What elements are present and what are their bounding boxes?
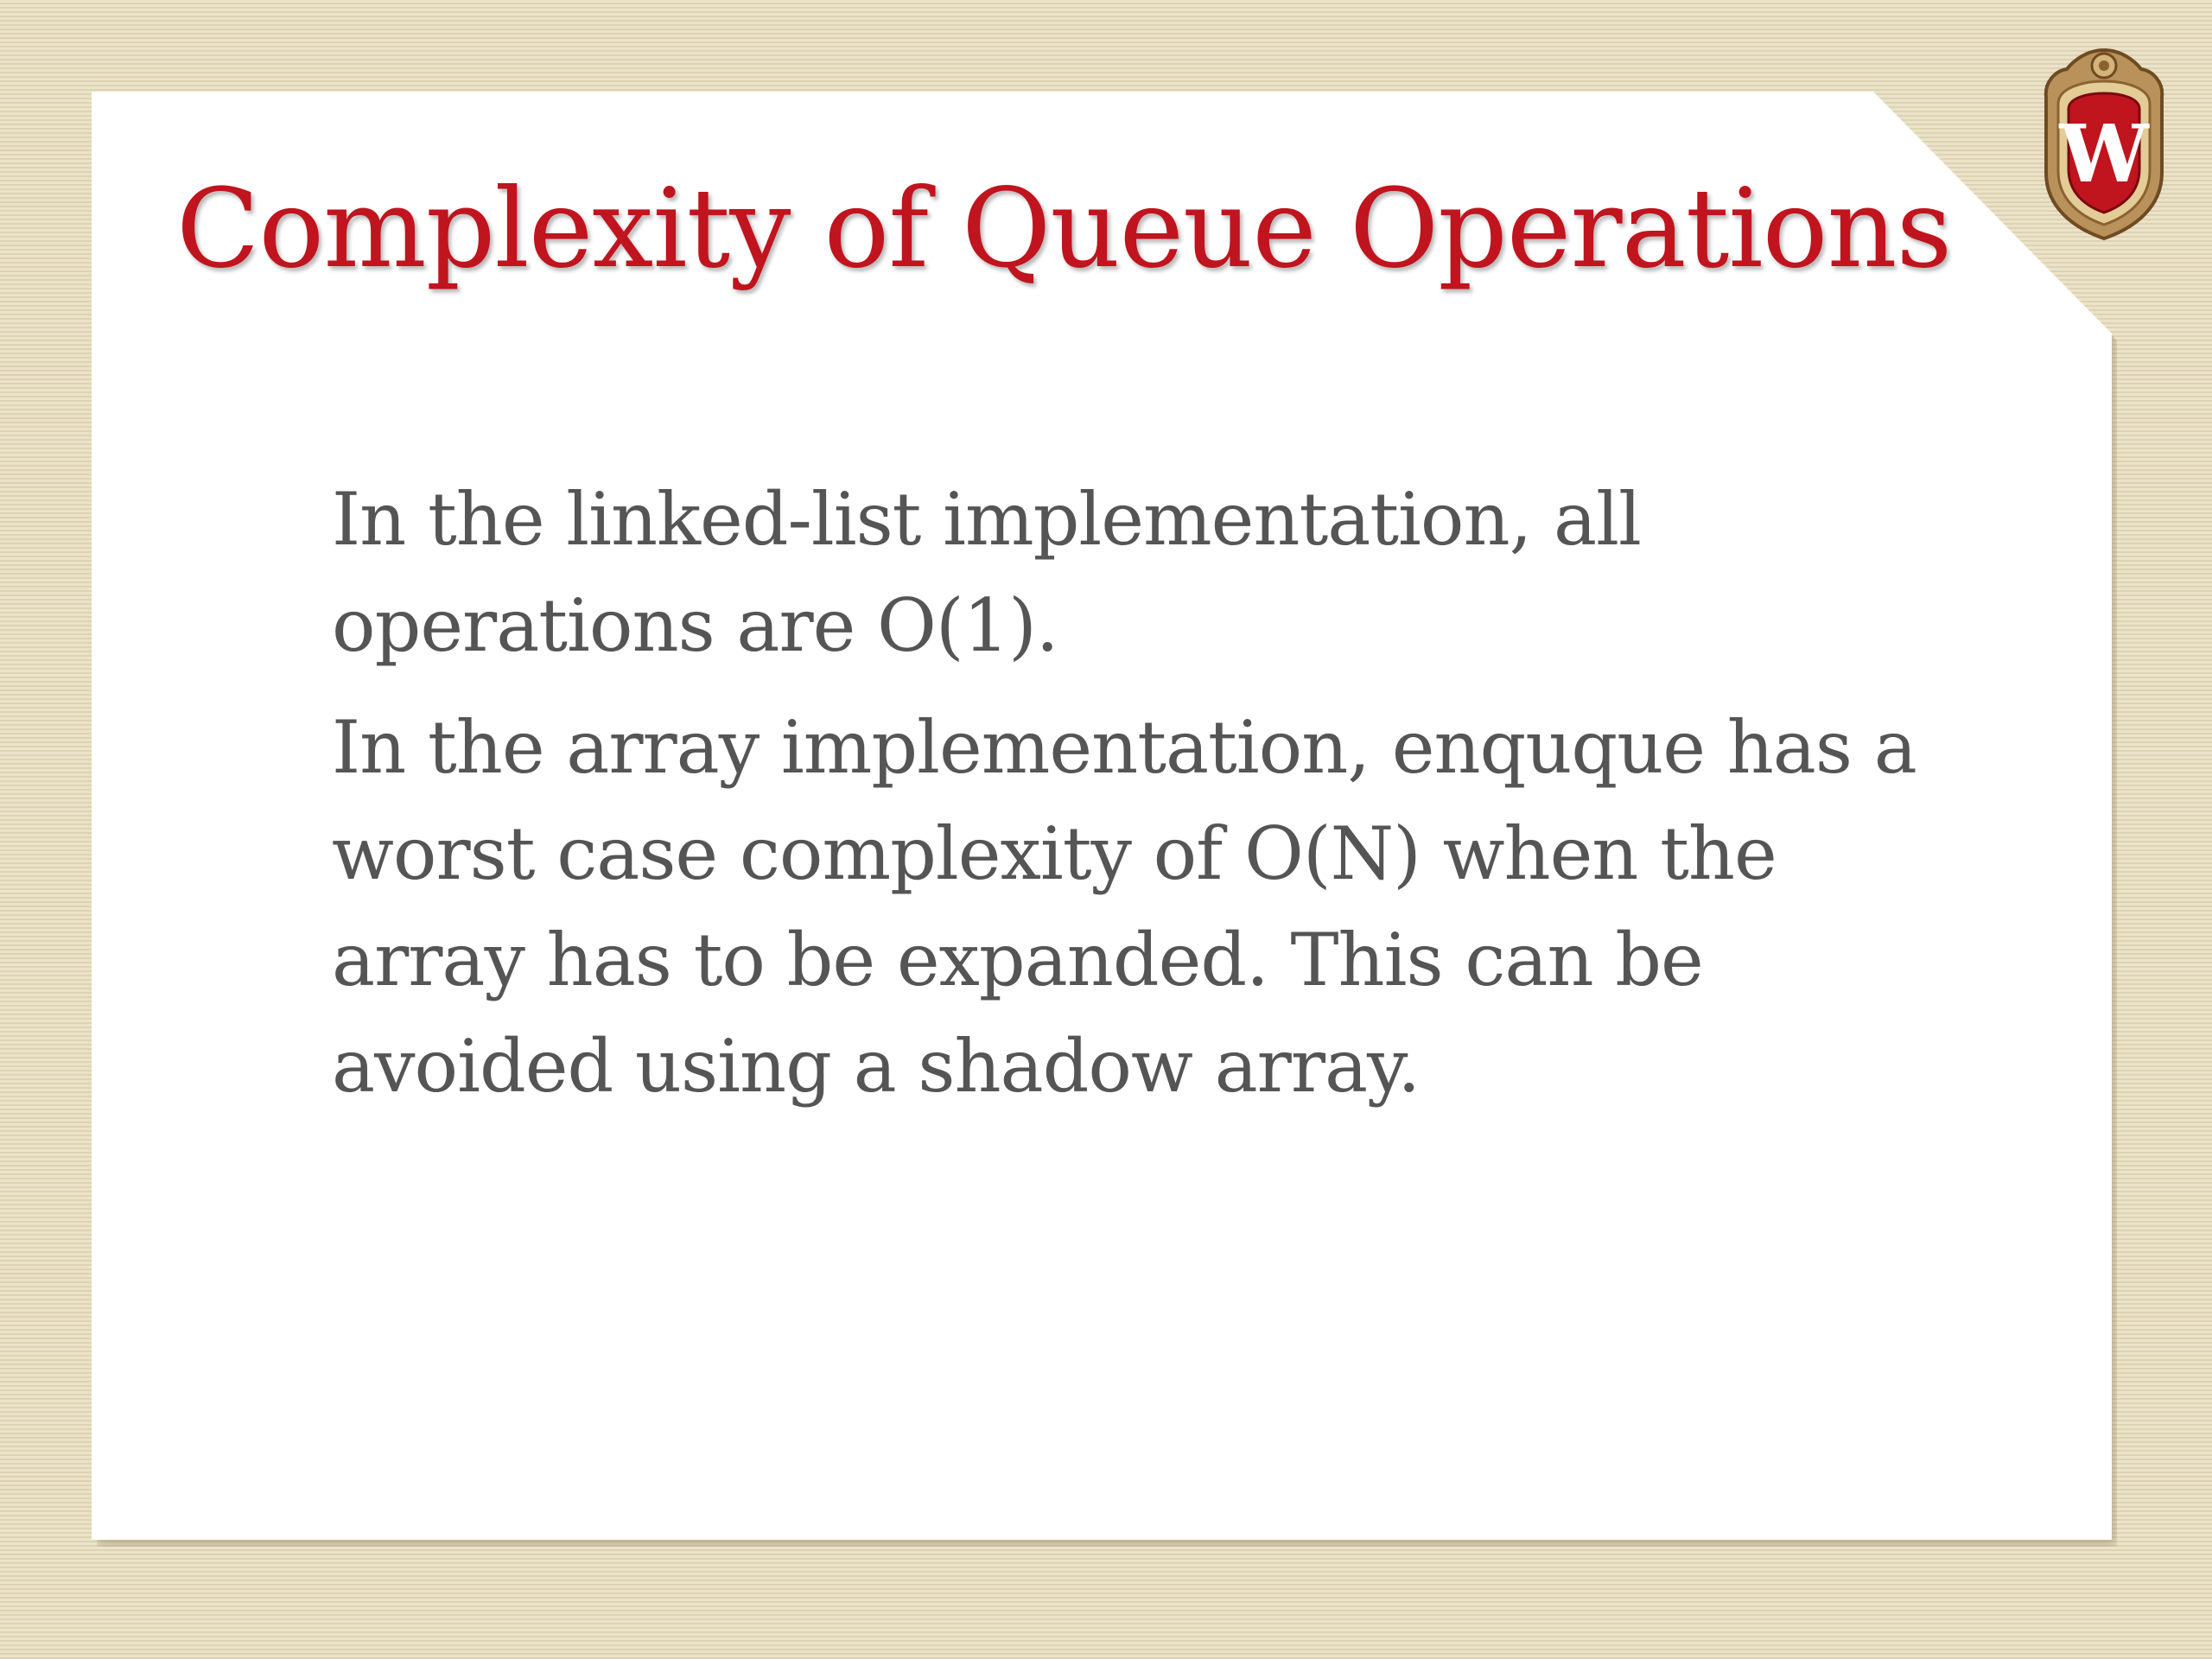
slide-title: Complexity of Queue Operations xyxy=(176,165,1952,292)
body-paragraph-linked-list: In the linked-list implementation, all operations are O(1). xyxy=(332,477,1641,668)
slide-body xyxy=(332,467,1974,1135)
svg-text:W: W xyxy=(2059,107,2149,200)
university-crest-icon xyxy=(2039,43,2169,242)
body-paragraph-array: In the array implementation, enquque has a worst case complexity of O(N) when the array has to be expanded. This can be avoided using a shadow array. xyxy=(332,705,1916,1109)
